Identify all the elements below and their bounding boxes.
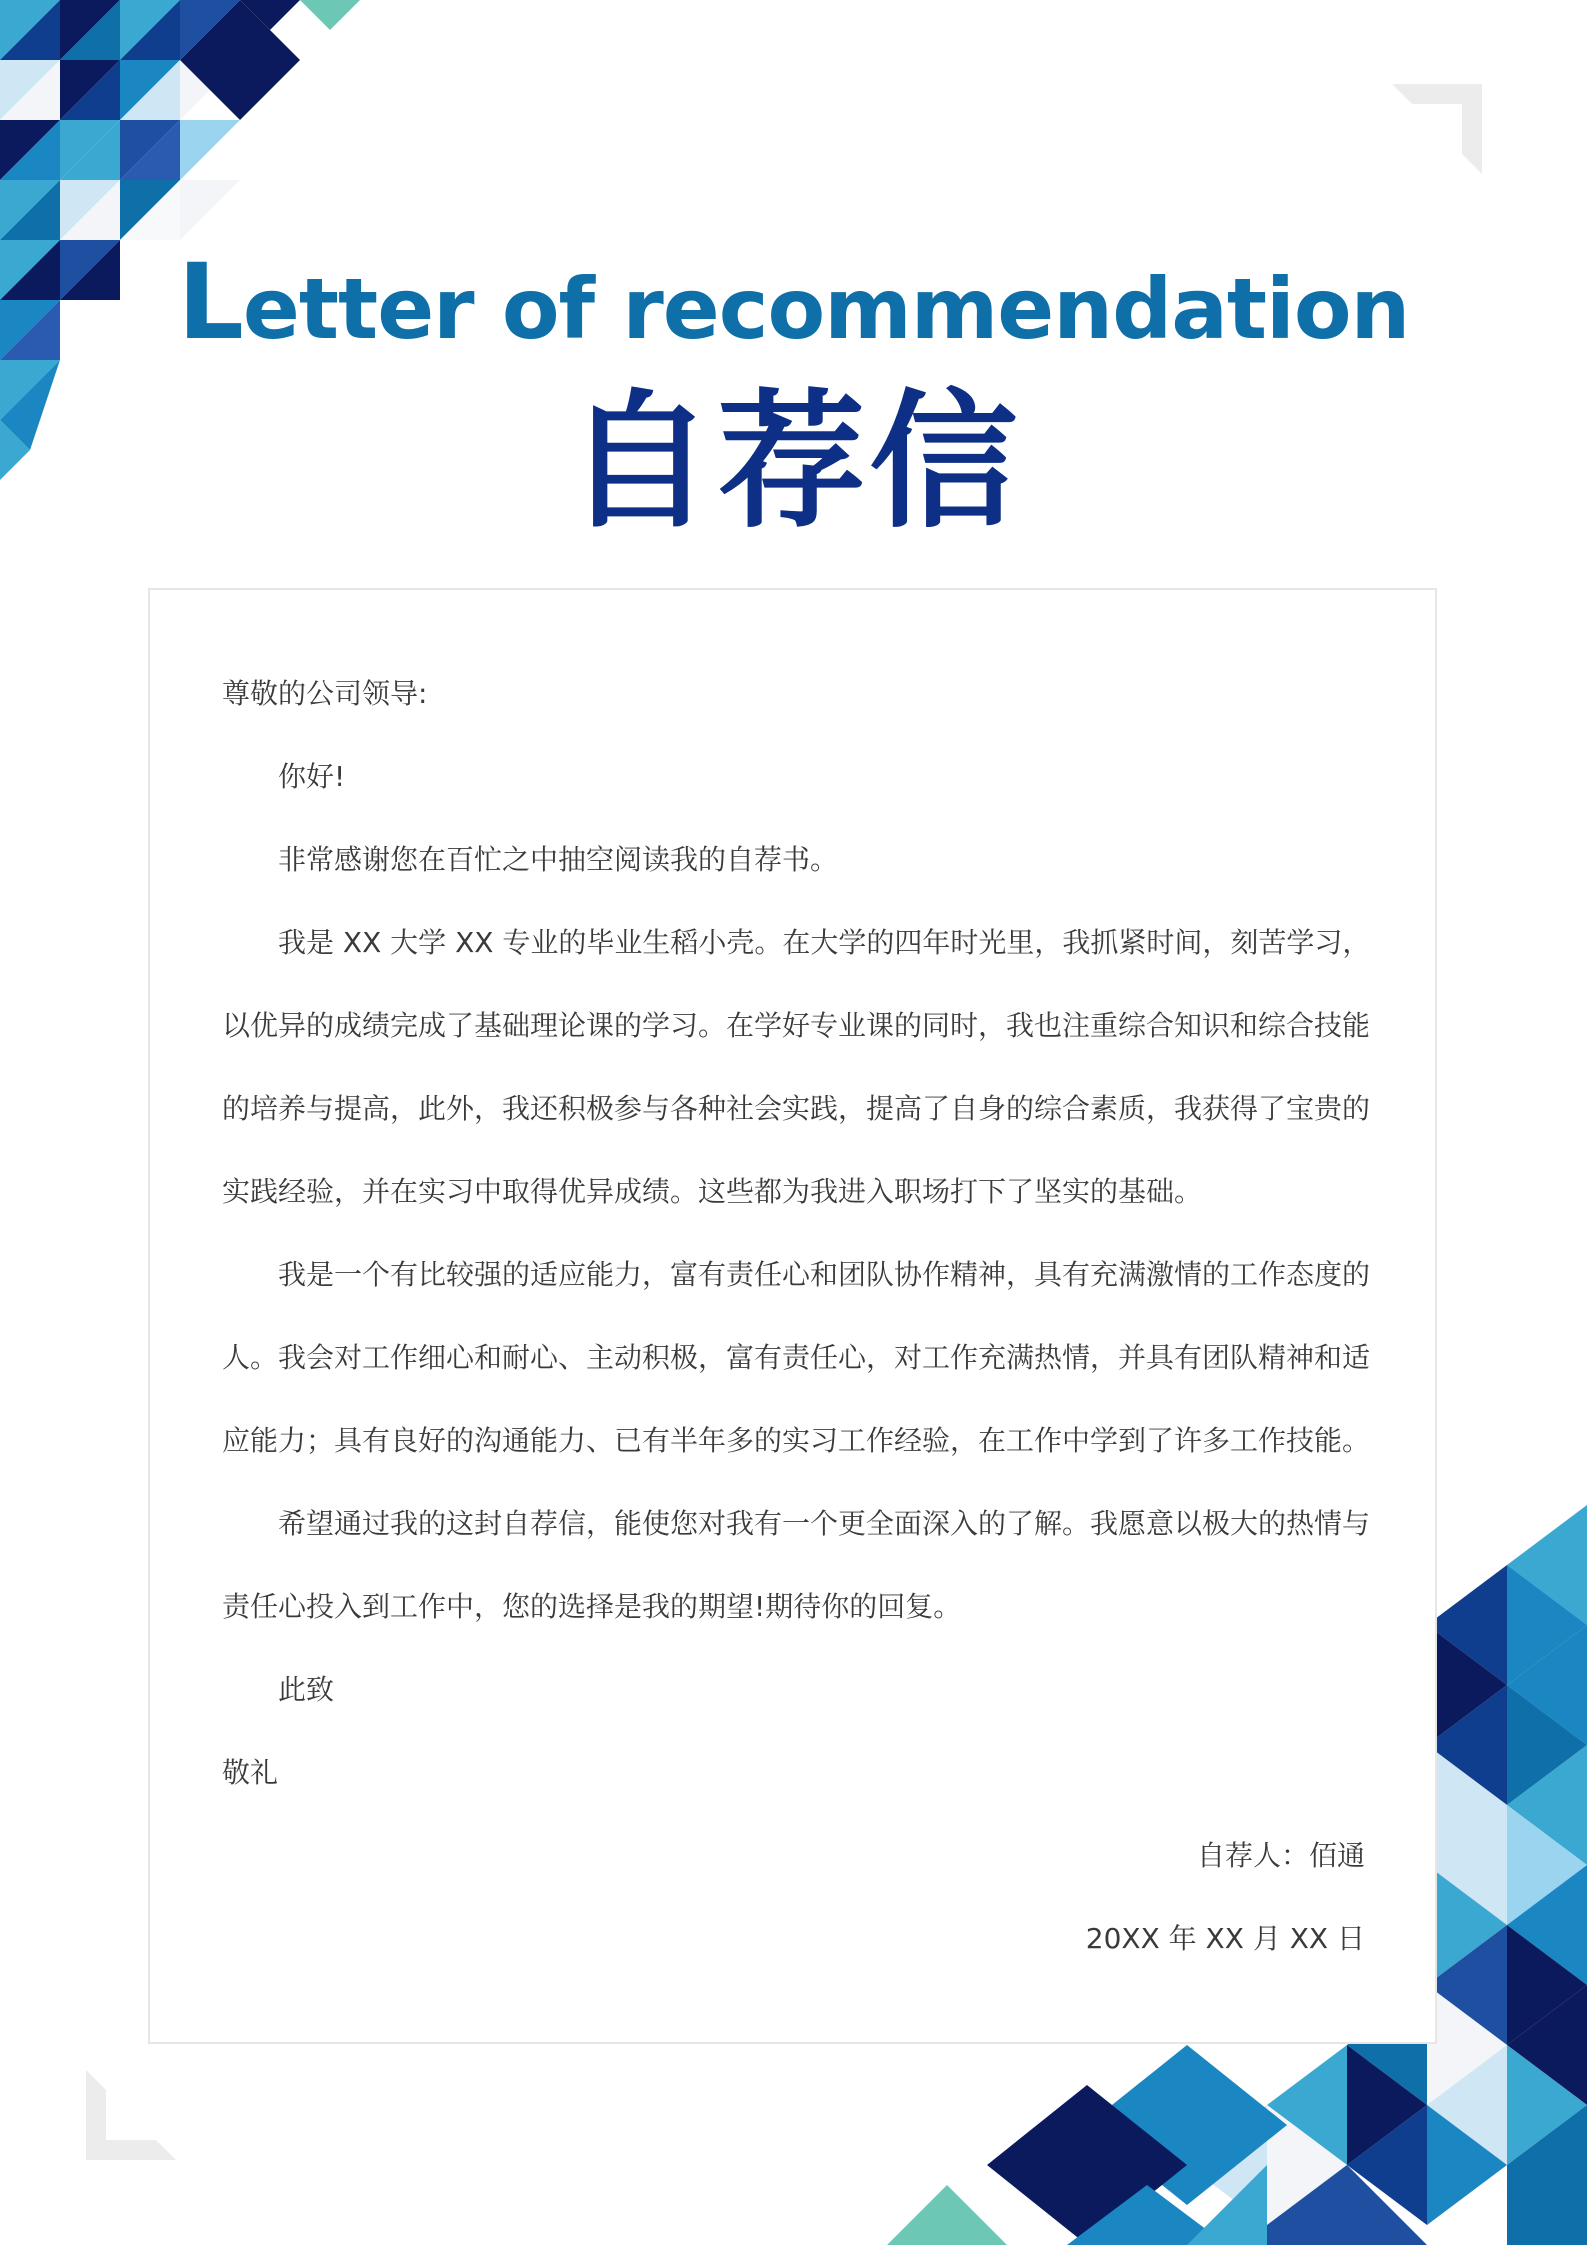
paragraph-1: 非常感谢您在百忙之中抽空阅读我的自荐书。 — [278, 843, 839, 876]
english-title-initial: L — [177, 241, 243, 363]
corner-bracket-top-right — [1392, 84, 1482, 174]
english-title-rest: etter of recommendation — [242, 260, 1410, 358]
letter-card — [148, 588, 1437, 2044]
chinese-title: 自荐信 — [565, 376, 1022, 548]
closing-line-1: 此致 — [278, 1673, 335, 1706]
paragraph-2-line: 我是 XX 大学 XX 专业的毕业生稻小壳。在大学的四年时光里，我抓紧时间，刻苦学习， — [278, 926, 1371, 959]
salutation: 尊敬的公司领导: — [222, 677, 428, 710]
paragraph-3-line: 应能力；具有良好的沟通能力、已有半年多的实习工作经验，在工作中学到了许多工作技能。 — [222, 1424, 1371, 1457]
paragraph-3-line: 我是一个有比较强的适应能力，富有责任心和团队协作精神，具有充满激情的工作态度的 — [278, 1258, 1371, 1291]
english-title — [0, 241, 1587, 363]
paragraph-2-line: 的培养与提高，此外，我还积极参与各种社会实践，提高了自身的综合素质，我获得了宝贵的 — [222, 1092, 1371, 1125]
greeting: 你好! — [278, 760, 346, 793]
paragraph-4-line: 希望通过我的这封自荐信，能使您对我有一个更全面深入的了解。我愿意以极大的热情与 — [278, 1507, 1371, 1540]
closing-line-2: 敬礼 — [222, 1756, 279, 1789]
paragraph-2-line: 以优异的成绩完成了基础理论课的学习。在学好专业课的同时，我也注重综合知识和综合技能 — [222, 1009, 1371, 1042]
date: 20XX 年 XX 月 XX 日 — [1085, 1922, 1365, 1955]
corner-bracket-bottom-left — [86, 2070, 176, 2160]
paragraph-4-line: 责任心投入到工作中，您的选择是我的期望!期待你的回复。 — [222, 1590, 962, 1623]
signature: 自荐人：佰通 — [1196, 1839, 1365, 1872]
paragraph-3-line: 人。我会对工作细心和耐心、主动积极，富有责任心，对工作充满热情，并具有团队精神和适 — [222, 1341, 1371, 1374]
paragraph-2-line: 实践经验，并在实习中取得优异成绩。这些都为我进入职场打下了坚实的基础。 — [222, 1175, 1203, 1208]
